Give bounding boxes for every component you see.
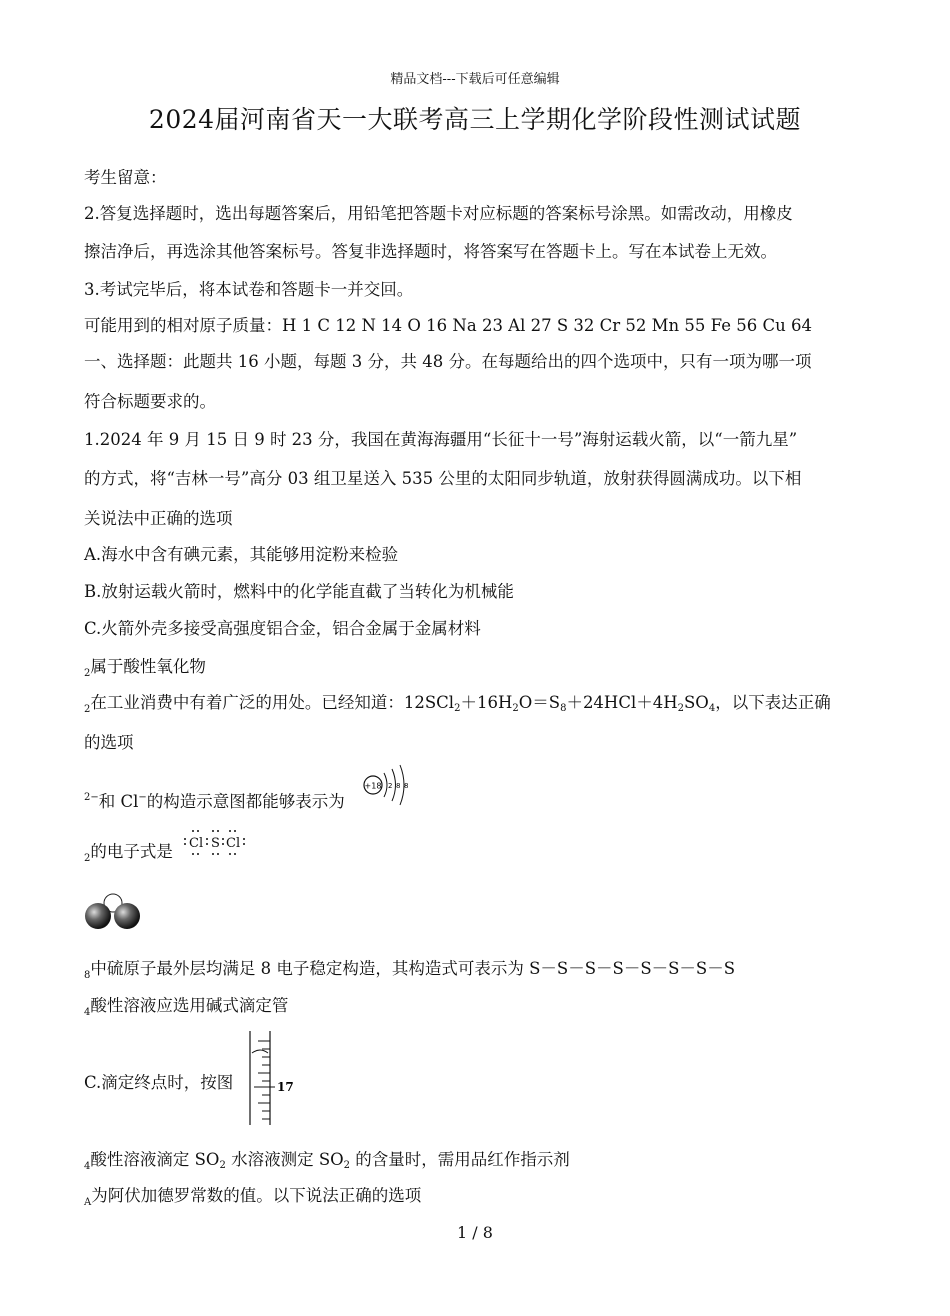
question-2-line1 [84,691,831,718]
question-text: ＋24HCl＋4H [566,693,678,712]
question-text: ，以下表达正确 [715,693,831,712]
superscript: 2− [84,792,99,803]
subscript: A [84,1197,92,1208]
shell-electrons-2: 8 [396,782,401,790]
question-1-option-b: B.放射运载火箭时，燃料中的化学能直截了当转化为机械能 [84,582,514,601]
question-text: 为阿伏加德罗常数的值。以下说法正确的选项 [91,1186,422,1205]
option-text: 水溶液测定 SO [225,1150,344,1169]
notice-item-2-line1: 2.答复选择题时，选出每题答案后，用铅笔把答题卡对应标题的答案标号涂黑。如需改动，用橡皮 [84,204,793,223]
subscript: 2 [219,1160,226,1171]
page-number: 1 / 8 [457,1223,493,1242]
question-text: ＋16H [460,693,513,712]
subscript: 2 [343,1160,351,1171]
shell-electrons-1: 2 [388,782,393,790]
question-1-line2: 的方式，将“吉林一号”高分 03 组卫星送入 535 公里的太阳同步轨道，放射获得圆满成功。以下相 [84,469,802,488]
question-text: 在工业消费中有着广泛的用处。已经知道：12SCl [90,693,455,712]
option-text: 的电子式是 [90,842,173,861]
atomic-masses-line: 可能用到的相对原子质量：H 1 C 12 N 14 O 16 Na 23 Al 27 S 32 Cr 52 Mn 55 Fe 56 Cu 64 [84,316,812,335]
option-text: 中硫原子最外层均满足 8 电子稳定构造，其构造式可表示为 S－S－S－S－S－S－S－S [90,959,736,978]
burette-reading: 17 [277,1080,294,1094]
page-header: 精品文档---下载后可任意编辑 [390,72,560,87]
question-3-option-c: C.滴定终点时，按图 [84,1073,234,1092]
question-1-option-d [84,655,206,682]
option-text: 酸性溶液应选用碱式滴定管 [90,996,289,1015]
subscript: 2 [454,703,461,714]
question-2-option-d [84,957,735,984]
nucleus-charge: +18 [364,781,382,791]
section-1-heading-line2: 符合标题要求的。 [84,392,216,411]
question-text: SO [684,693,709,712]
subscript: 2 [84,853,91,864]
question-1-line1: 1.2024 年 9 月 15 日 9 时 23 分，我国在黄海海疆用“长征十一号”海射运载火箭，以“一箭九星” [84,430,798,449]
question-text: O＝S [518,693,561,712]
shell-electrons-3: 8 [404,782,409,790]
notice-title: 考生留意： [84,168,167,187]
notice-item-3: 3.考试完毕后，将本试卷和答题卡一并交回。 [84,280,414,299]
subscript: 8 [84,970,91,981]
question-1-line3: 关说法中正确的选项 [84,509,233,528]
option-text: 和 Cl [98,792,139,811]
question-3-option-d [84,1148,570,1175]
question-2-line2: 的选项 [84,733,134,752]
burette-reading-diagram [244,1029,296,1127]
electron-formula [181,824,249,860]
question-4-stem [84,1184,421,1211]
notice-item-2-line2: 擦洁净后，再选涂其他答案标号。答复非选择题时，将答案写在答题卡上。写在本试卷上无效。 [84,242,777,261]
option-text: 的构造示意图都能够表示为 [146,792,345,811]
subscript: 8 [560,703,567,714]
question-3-option-a [84,994,288,1021]
subscript: 2 [84,668,91,679]
page-title: 2024届河南省天一大联考高三上学期化学阶段性测试试题 [148,105,802,134]
superscript: − [138,792,147,803]
question-2-option-b [84,840,173,867]
formula-atom-center: S [211,836,220,851]
option-text: 属于酸性氧化物 [90,657,206,676]
subscript: 2 [84,704,91,715]
formula-atom-right: Cl [226,836,241,851]
subscript: 4 [84,1007,91,1018]
subscript: 4 [708,703,716,714]
formula-atom-left: Cl [189,836,204,851]
section-1-heading-line1: 一、选择题：此题共 16 小题，每题 3 分，共 48 分。在每题给出的四个选项中，只有一项为哪一项 [84,352,812,371]
subscript: 4 [84,1161,91,1172]
question-2-option-a [84,790,345,814]
space-filling-molecule-model [82,893,144,933]
question-1-option-a: A.海水中含有碘元素，其能够用淀粉来检验 [84,545,399,564]
option-text: 的含量时，需用品红作指示剂 [350,1150,570,1169]
atomic-structure-diagram [362,763,414,807]
option-text: 酸性溶液滴定 SO [90,1150,220,1169]
question-1-option-c: C.火箭外壳多接受高强度铝合金，铝合金属于金属材料 [84,619,481,638]
subscript: 2 [677,703,684,714]
subscript: 2 [512,703,519,714]
